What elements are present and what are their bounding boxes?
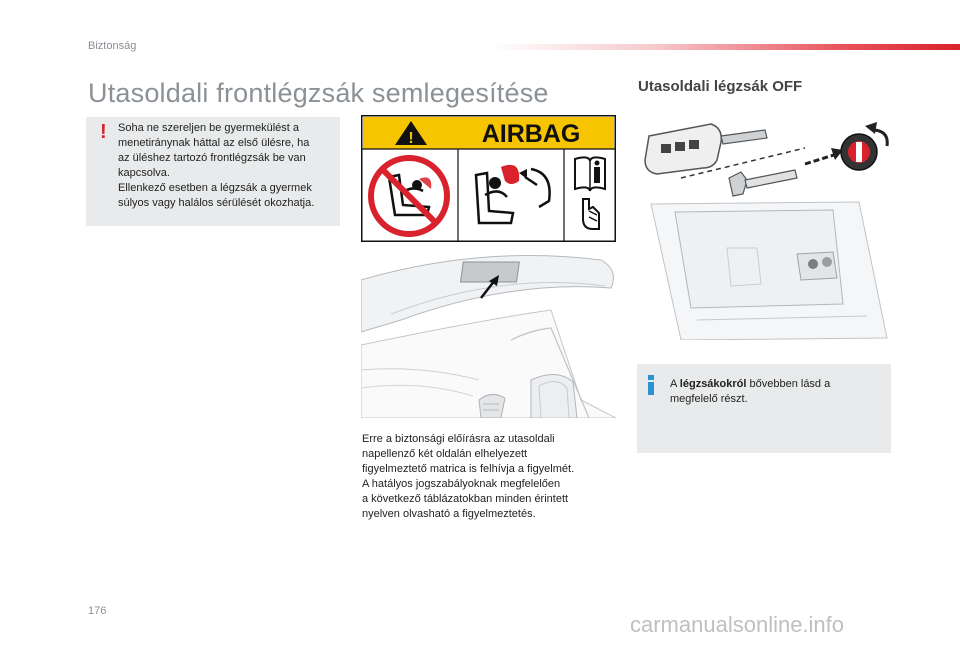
info-link-term: légzsákokról (679, 378, 747, 390)
info-prefix: A (670, 378, 680, 390)
body-line: figyelmeztető matrica is felhívja a figyelmét. (362, 463, 575, 475)
body-line: Erre a biztonsági előírásra az utasoldali (362, 433, 555, 445)
body-line: nyelven olvasható a figyelmeztetés. (362, 508, 536, 520)
warning-line: súlyos vagy halálos sérülését okozhatja. (118, 197, 315, 209)
warning-line: Soha ne szereljen be gyermekülést a (118, 122, 299, 134)
warning-text (118, 121, 332, 211)
warning-line: kapcsolva. (118, 167, 170, 179)
airbag-warning-label (361, 115, 616, 242)
airbag-off-switch-illustration (637, 108, 893, 340)
body-line: napellenző két oldalán elhelyezett (362, 448, 528, 460)
info-rest: bővebben lásd a (746, 378, 831, 390)
warning-line: az üléshez tartozó frontlégzsák be van (118, 152, 306, 164)
info-icon (648, 375, 654, 395)
sun-visor-illustration (361, 250, 616, 418)
warning-line: menetiránynak háttal az első ülésre, ha (118, 137, 310, 149)
page-number: 176 (88, 605, 107, 617)
info-text (670, 377, 880, 407)
no-rear-facing-child-seat-icon (371, 158, 447, 234)
exclamation-icon: ! (100, 121, 107, 143)
body-line: A hatályos jogszabályoknak megfelelően (362, 478, 561, 490)
watermark: carmanualsonline.info (630, 612, 845, 637)
airbag-label-text: AIRBAG (481, 120, 581, 148)
svg-text:!: ! (408, 130, 414, 147)
section-heading-airbag-off: Utasoldali légzsák OFF (638, 78, 803, 95)
info-line2: megfelelő részt. (670, 393, 748, 405)
section-label: Biztonság (88, 40, 137, 52)
body-line: a következő táblázatokban minden érintett (362, 493, 569, 505)
body-text (362, 432, 610, 522)
header-rule (490, 44, 960, 50)
warning-line: Ellenkező esetben a légzsák a gyermek (118, 182, 312, 194)
page-title: Utasoldali frontlégzsák semlegesítése (88, 78, 549, 108)
